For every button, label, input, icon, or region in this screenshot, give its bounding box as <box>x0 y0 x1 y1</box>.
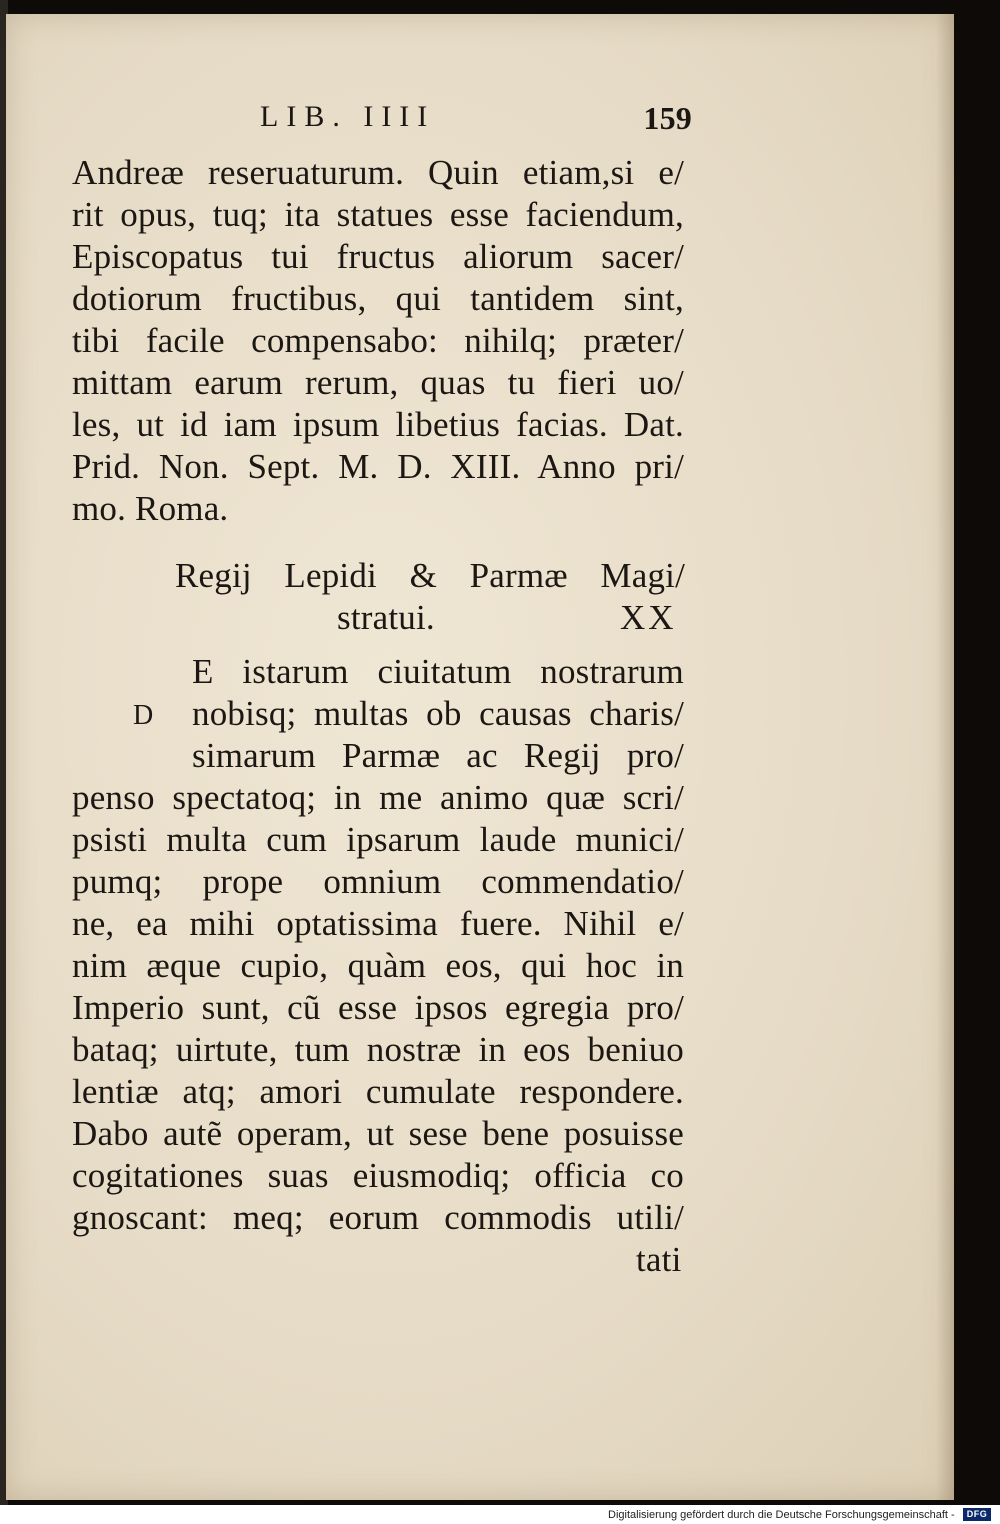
page-header <box>260 100 692 144</box>
letter-heading-continuation: stratui. <box>337 598 435 637</box>
text-line: rit opus, tuq; ita statues esse faciendum, <box>72 195 684 234</box>
text-line: nim æque cupio, quàm eos, qui hoc in <box>72 946 684 985</box>
letter-number: XX <box>620 598 677 637</box>
text-line: Episcopatus tui fructus aliorum sacer/ <box>72 237 684 276</box>
text-line: psisti multa cum ipsarum laude munici/ <box>72 820 684 859</box>
text-line: Prid. Non. Sept. M. D. XIII. Anno pri/ <box>72 447 684 486</box>
catchword: tati <box>636 1240 682 1279</box>
letter-heading: Regij Lepidi & Parmæ Magi/ <box>175 556 685 595</box>
text-line: tibi facile compensabo: nihilq; præter/ <box>72 321 684 360</box>
text-line: dotiorum fructibus, qui tantidem sint, <box>72 279 684 318</box>
page-number: 159 <box>643 100 692 136</box>
text-line: simarum Parmæ ac Regij pro/ <box>192 736 684 775</box>
text-line: cogitationes suas eiusmodiq; officia co <box>72 1156 684 1195</box>
text-line: E istarum ciuitatum nostrarum <box>192 652 684 691</box>
drop-cap: D <box>133 700 154 731</box>
text-line: Imperio sunt, cũ esse ipsos egregia pro/ <box>72 988 684 1027</box>
text-line: mo. Roma. <box>72 489 229 528</box>
running-head: LIB. IIII <box>260 100 436 133</box>
text-line: nobisq; multas ob causas charis/ <box>192 694 684 733</box>
dfg-logo: DFG <box>963 1508 991 1521</box>
text-line: penso spectatoq; in me animo quæ scri/ <box>72 778 684 817</box>
text-line: mittam earum rerum, quas tu fieri uo/ <box>72 363 684 402</box>
text-line: Andreæ reseruaturum. Quin etiam,si e/ <box>72 153 684 192</box>
text-line: les, ut id iam ipsum libetius facias. Dat. <box>72 405 684 444</box>
text-line: lentiæ atq; amori cumulate respondere. <box>72 1072 684 1111</box>
text-line: Dabo autẽ operam, ut sese bene posuisse <box>72 1114 684 1153</box>
text-line: gnoscant: meq; eorum commodis utili/ <box>72 1198 684 1237</box>
text-line: bataq; uirtute, tum nostræ in eos beniuo <box>72 1030 684 1069</box>
text-line: ne, ea mihi optatissima fuere. Nihil e/ <box>72 904 684 943</box>
text-line: pumq; prope omnium commendatio/ <box>72 862 684 901</box>
digitization-credit: Digitalisierung gefördert durch die Deutsche Forschungsgemeinschaft - <box>608 1509 955 1521</box>
page-edge-shadow <box>936 14 954 1500</box>
